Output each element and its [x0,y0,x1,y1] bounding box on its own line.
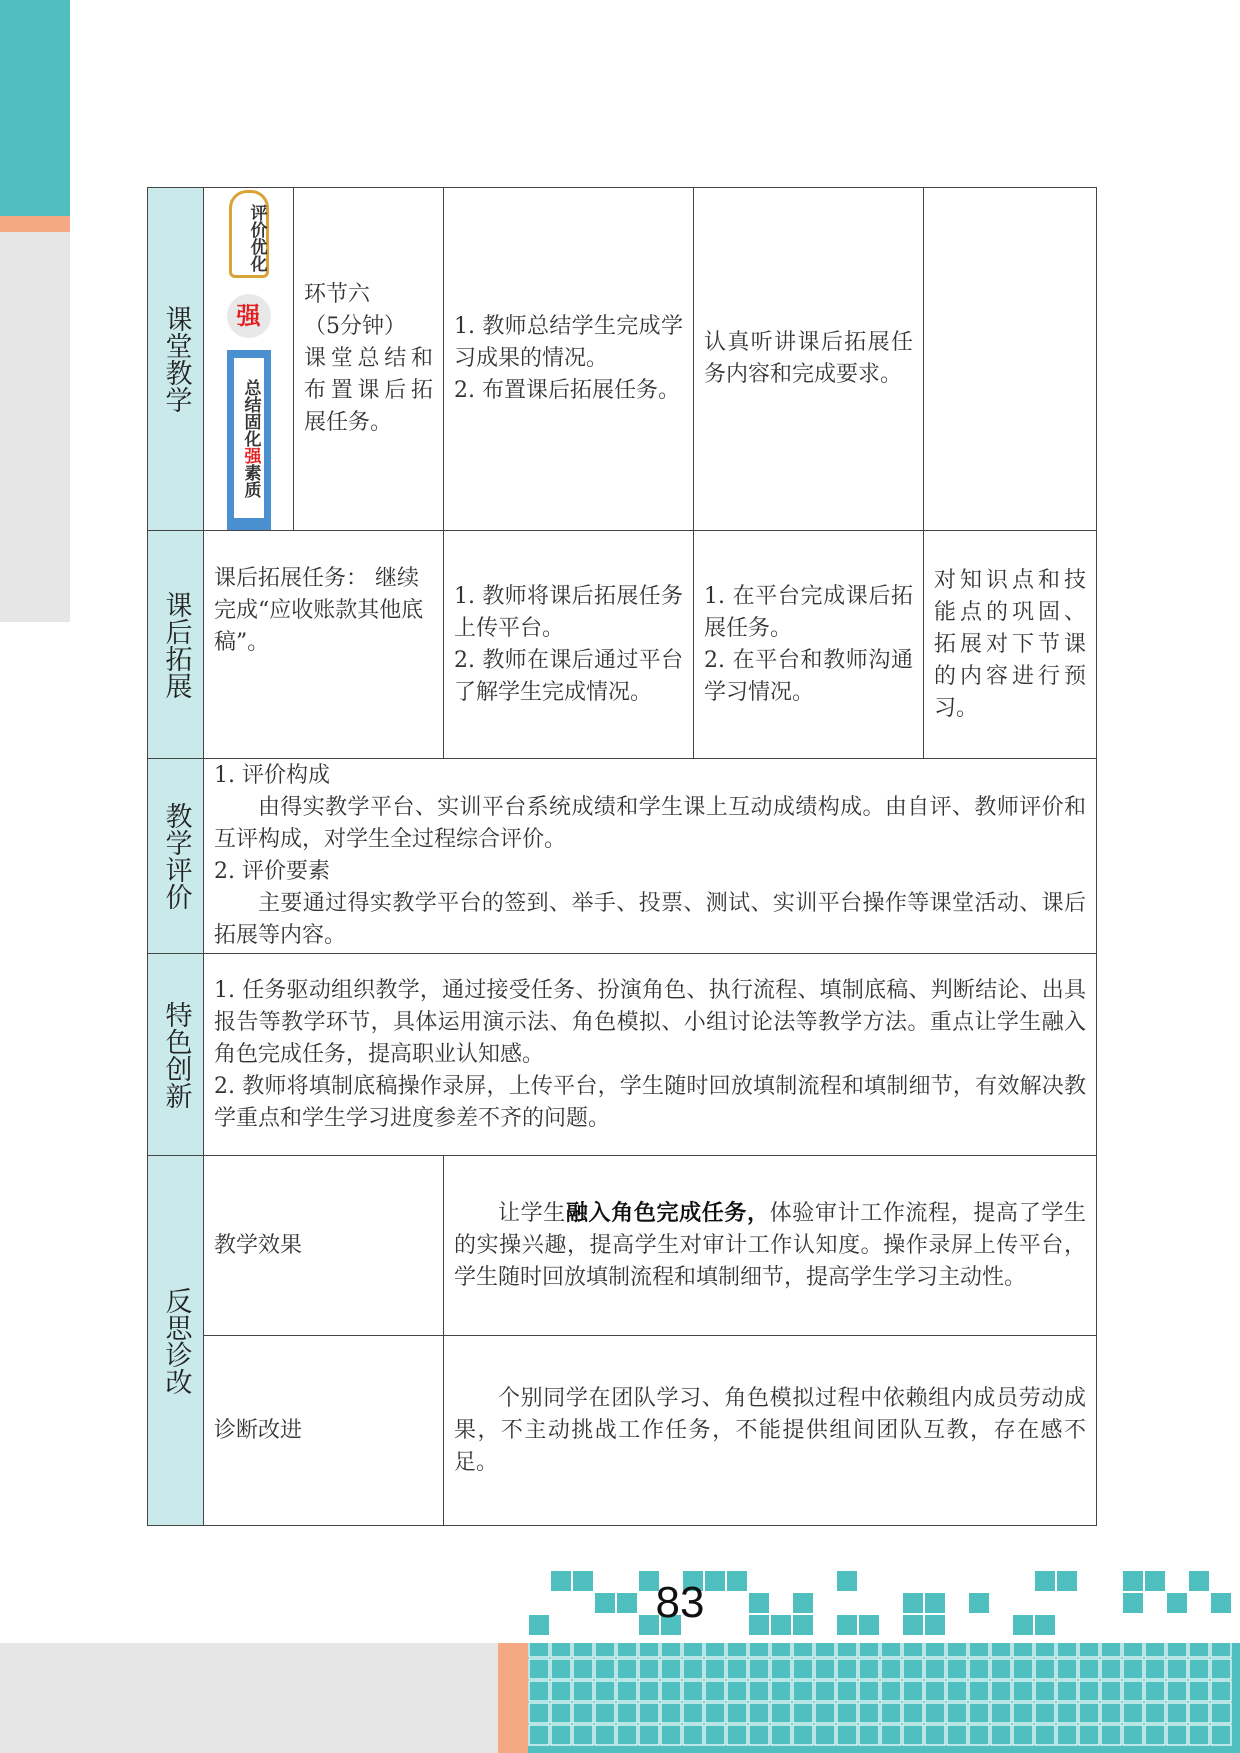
pixel-square [1167,1725,1187,1745]
pixel-square [529,1681,549,1701]
pixel-square [1035,1615,1055,1635]
evaluation-p2-text: 主要通过得实教学平台的签到、举手、投票、测试、实训平台操作等课堂活动、课后拓展等内容。 [214,891,1086,948]
pixel-square [661,1703,681,1723]
pixel-square [683,1637,703,1657]
pixel-square [551,1703,571,1723]
pixel-square [991,1659,1011,1679]
pixel-square [1123,1703,1143,1723]
pixel-square [771,1725,791,1745]
pixel-square [771,1703,791,1723]
effect-text-bold: 融入角色完成任务， [565,1200,770,1226]
pixel-square [1079,1703,1099,1723]
pixel-square [1057,1571,1077,1591]
left-grey-bar [0,232,70,622]
evaluation-optimize-badge [227,188,271,530]
improve-label: 诊断改进 [204,1336,444,1526]
pixel-square [1145,1659,1165,1679]
innovation-p1: 1. 任务驱动组织教学，通过接受任务、扮演角色、执行流程、填制底稿、判断结论、出具报告等教学环节，具体运用演示法、角色模拟、小组讨论法等教学方法。重点让学生融入角色完成任务，提高职业认知感。 [214,977,1086,1067]
pixel-square [727,1725,747,1745]
pixel-square [903,1703,923,1723]
pixel-square [969,1725,989,1745]
pixel-square [1145,1725,1165,1745]
pixel-square [573,1637,593,1657]
pixel-square [1057,1703,1077,1723]
pixel-square [925,1637,945,1657]
after-class-row [148,531,1097,759]
pixel-square [947,1681,967,1701]
pixel-square [1123,1571,1143,1591]
badge-bottom-text [234,358,264,518]
pixel-square [661,1659,681,1679]
pixel-square [1123,1681,1143,1701]
pixel-square [1101,1637,1121,1657]
pixel-square [1035,1637,1055,1657]
pixel-square [617,1725,637,1745]
pixel-square [947,1637,967,1657]
pixel-square [661,1637,681,1657]
pixel-square [837,1725,857,1745]
pixel-square [727,1659,747,1679]
pixel-square [771,1637,791,1657]
pixel-square [881,1725,901,1745]
pixel-square [947,1659,967,1679]
pixel-square [1101,1659,1121,1679]
pixel-square [837,1571,857,1591]
evaluation-p1-text: 由得实教学平台、实训平台系统成绩和学生课上互动成绩构成。由自评、教师评价和互评构成，对学生全过程综合评价。 [214,795,1086,852]
pixel-square [1057,1681,1077,1701]
pixel-square [969,1637,989,1657]
pixel-square [573,1725,593,1745]
pixel-square [1013,1659,1033,1679]
pixel-square [881,1703,901,1723]
pixel-square [793,1681,813,1701]
badge-cell [204,188,294,531]
pixel-square [837,1703,857,1723]
pixel-square [705,1637,725,1657]
pixel-square [815,1637,835,1657]
badge-bottom [227,350,271,530]
page-number: 83 [655,1578,705,1627]
pixel-square [1145,1571,1165,1591]
pixel-square [991,1703,1011,1723]
pixel-square [815,1703,835,1723]
pixel-square [1167,1681,1187,1701]
pixel-square [595,1725,615,1745]
pixel-square [815,1725,835,1745]
pixel-square [551,1725,571,1745]
pixel-square [617,1637,637,1657]
pixel-square [991,1637,1011,1657]
innovation-row [148,954,1097,1156]
pixel-square [903,1681,923,1701]
pixel-square [573,1681,593,1701]
pixel-square [1123,1659,1143,1679]
pixel-square [903,1725,923,1745]
pixel-square [859,1615,879,1635]
pixel-square [969,1659,989,1679]
pixel-square [837,1681,857,1701]
pixel-square [947,1725,967,1745]
pixel-square [683,1725,703,1745]
pixel-square [793,1725,813,1745]
badge-bottom-before: 总结固化 [240,378,261,447]
pixel-square [683,1681,703,1701]
pixel-square [771,1659,791,1679]
pixel-square [727,1703,747,1723]
pixel-square [859,1637,879,1657]
pixel-square [837,1659,857,1679]
pixel-square [727,1637,747,1657]
pixel-square [639,1725,659,1745]
pixel-square [1211,1681,1231,1701]
pixel-square [1035,1681,1055,1701]
pixel-square [551,1659,571,1679]
pixel-square [529,1615,549,1635]
pixel-square [1035,1725,1055,1745]
pixel-square [903,1659,923,1679]
pixel-square [595,1681,615,1701]
pixel-square [1189,1659,1209,1679]
pixel-square [1167,1593,1187,1613]
pixel-square [1035,1659,1055,1679]
innovation-p2: 2. 教师将填制底稿操作录屏，上传平台，学生随时回放填制流程和填制细节，有效解决教学重点和学生学习进度参差不齐的问题。 [214,1073,1086,1131]
evaluation-p1-title: 1. 评价构成 [214,763,330,788]
pixel-square [1035,1703,1055,1723]
pixel-square [529,1659,549,1679]
pixel-square [1123,1637,1143,1657]
footer-grey-band [0,1643,500,1753]
innovation-label: 特色创新 [148,954,204,1156]
pixel-square [1189,1725,1209,1745]
pixel-square [749,1681,769,1701]
pixel-square [639,1637,659,1657]
pixel-square [595,1637,615,1657]
pixel-square [1079,1681,1099,1701]
classroom-teacher-activity: 1. 教师总结学生完成学习成果的情况。 2. 布置课后拓展任务。 [444,188,694,531]
pixel-square [969,1703,989,1723]
pixel-square [617,1593,637,1613]
pixel-square [749,1659,769,1679]
pixel-square [1013,1681,1033,1701]
classroom-row [148,188,1097,531]
pixel-square [1079,1637,1099,1657]
pixel-square [881,1681,901,1701]
pixel-square [639,1659,659,1679]
pixel-square [1057,1637,1077,1657]
improve-text: 个别同学在团队学习、角色模拟过程中依赖组内成员劳动成果，不主动挑战工作任务，不能提供组间团队互教，存在感不足。 [444,1336,1097,1526]
pixel-square [1211,1703,1231,1723]
after-class-label: 课后拓展 [148,531,204,759]
footer-orange-band [498,1643,528,1753]
pixel-square [793,1637,813,1657]
pixel-square [1057,1659,1077,1679]
pixel-square [1189,1571,1209,1591]
pixel-square [1145,1703,1165,1723]
pixel-square [771,1681,791,1701]
pixel-square [551,1571,571,1591]
pixel-square [749,1725,769,1745]
evaluation-label: 教学评价 [148,759,204,954]
left-orange-bar [0,216,70,232]
pixel-square [617,1659,637,1679]
pixel-square [595,1659,615,1679]
pixel-square [1189,1703,1209,1723]
pixel-square [705,1725,725,1745]
pixel-square [1101,1681,1121,1701]
pixel-square [683,1659,703,1679]
classroom-design-intent [924,188,1097,531]
pixel-square [1013,1725,1033,1745]
classroom-label: 课堂教学 [148,188,204,531]
pixel-square [573,1571,593,1591]
pixel-square [1145,1637,1165,1657]
pixel-square [815,1659,835,1679]
pixel-square [815,1681,835,1701]
pixel-square [1167,1637,1187,1657]
evaluation-row [148,759,1097,954]
effect-text-before: 让学生 [498,1201,566,1226]
pixel-square [881,1659,901,1679]
pixel-square [749,1593,769,1613]
pixel-square [573,1703,593,1723]
pixel-square [617,1681,637,1701]
pixel-square [859,1725,879,1745]
pixel-square [661,1681,681,1701]
pixel-square [1013,1703,1033,1723]
pixel-square [947,1703,967,1723]
pixel-square [1035,1571,1055,1591]
pixel-square [1101,1725,1121,1745]
pixel-square [749,1637,769,1657]
pixel-square [1079,1725,1099,1745]
pixel-square [1123,1593,1143,1613]
pixel-square [1101,1703,1121,1723]
pixel-square [705,1681,725,1701]
pixel-square [1013,1637,1033,1657]
pixel-pattern-decoration [528,1570,1240,1753]
pixel-square [551,1681,571,1701]
pixel-square [969,1593,989,1613]
pixel-square [1211,1725,1231,1745]
pixel-square [529,1725,549,1745]
pixel-square [925,1725,945,1745]
pixel-square [727,1571,747,1591]
pixel-square [749,1703,769,1723]
evaluation-content [204,759,1097,954]
effect-label: 教学效果 [204,1156,444,1336]
effect-text [444,1156,1097,1336]
pixel-square [771,1615,791,1635]
reflection-effect-row [148,1156,1097,1336]
pixel-square [1057,1725,1077,1745]
left-teal-bar [0,0,70,216]
badge-bottom-red: 强 [240,446,261,464]
pixel-square [1167,1659,1187,1679]
after-class-design-intent: 对知识点和技能点的巩固、拓展对下节课的内容进行预习。 [924,531,1097,759]
pixel-square [1079,1659,1099,1679]
pixel-square [1189,1637,1209,1657]
badge-bottom-after: 素质 [240,463,261,498]
pixel-square [859,1659,879,1679]
pixel-square [705,1703,725,1723]
pixel-square [595,1593,615,1613]
pixel-square [925,1703,945,1723]
badge-circle-text: 强 [227,294,271,338]
pixel-square [793,1659,813,1679]
pixel-square [925,1615,945,1635]
pixel-square [837,1637,857,1657]
pixel-square [881,1637,901,1657]
pixel-square [793,1593,813,1613]
pixel-square [903,1593,923,1613]
pixel-square [859,1681,879,1701]
pixel-square [529,1637,549,1657]
classroom-stage: 环节六 （5分钟） 课堂总结和布置课后拓展任务。 [294,188,444,531]
pixel-square [1211,1637,1231,1657]
pixel-square [991,1681,1011,1701]
reflection-improve-row [148,1336,1097,1526]
pixel-square [925,1659,945,1679]
pixel-square [727,1681,747,1701]
pixel-square [1211,1659,1231,1679]
badge-top-text: 评价优化 [229,190,269,278]
pixel-square [793,1703,813,1723]
evaluation-p2-title: 2. 评价要素 [214,859,330,884]
pixel-square [1189,1681,1209,1701]
pixel-square [903,1615,923,1635]
after-class-student-activity: 1. 在平台完成课后拓展任务。 2. 在平台和教师沟通学习情况。 [694,531,924,759]
pixel-square [903,1637,923,1657]
pixel-square [1013,1615,1033,1635]
pixel-square [617,1703,637,1723]
pixel-square [859,1703,879,1723]
pixel-square [925,1593,945,1613]
innovation-content [204,954,1097,1156]
pixel-square [1211,1593,1231,1613]
pixel-square [551,1637,571,1657]
pixel-square [925,1681,945,1701]
pixel-square [529,1703,549,1723]
pixel-square [1145,1681,1165,1701]
pixel-square [639,1681,659,1701]
pixel-square [991,1725,1011,1745]
pixel-square [683,1703,703,1723]
reflection-label: 反思诊改 [148,1156,204,1526]
pixel-square [837,1615,857,1635]
pixel-square [969,1681,989,1701]
pixel-square [595,1703,615,1723]
after-class-teacher-activity: 1. 教师将课后拓展任务上传平台。 2. 教师在课后通过平台了解学生完成情况。 [444,531,694,759]
pixel-square [639,1703,659,1723]
effect-text-after: 体验审计工作流程，提高了学生的实操兴趣，提高学生对审计工作认知度。操作录屏上传平台，学生随时回放填制流程和填制细节，提高学生学习主动性。 [454,1201,1086,1290]
classroom-student-activity: 认真听讲课后拓展任务内容和完成要求。 [694,188,924,531]
lesson-plan-table [147,187,1097,1526]
pixel-square [1123,1725,1143,1745]
after-class-task: 课后拓展任务： 继续完成“应收账款其他底稿”。 [204,531,444,759]
pixel-square [705,1659,725,1679]
pixel-square [749,1615,769,1635]
pixel-square [573,1659,593,1679]
pixel-square [1167,1703,1187,1723]
pixel-square [661,1725,681,1745]
pixel-square [793,1615,813,1635]
